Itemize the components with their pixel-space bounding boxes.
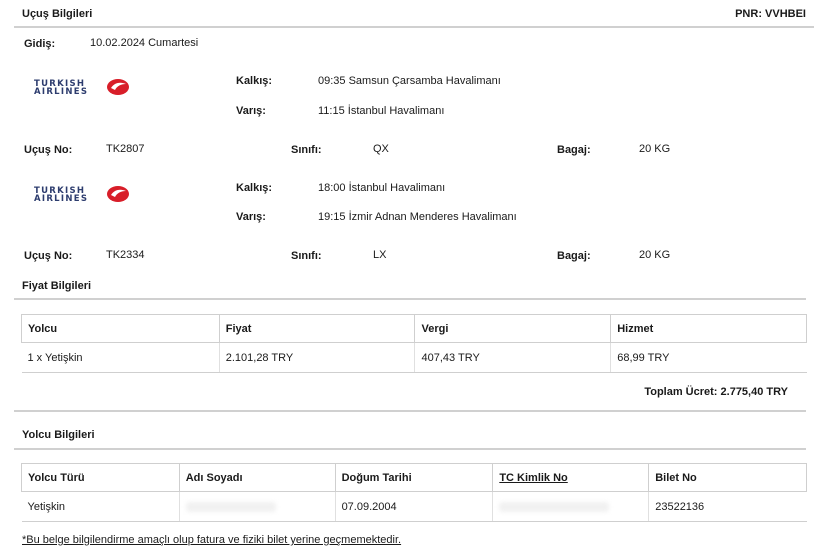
total-price: Toplam Ücret: 2.775,40 TRY [644, 386, 788, 398]
section-title-fiyat: Fiyat Bilgileri [22, 280, 92, 292]
class-label-2: Sınıfı: [291, 250, 322, 262]
varis-label-1: Varış: [236, 105, 266, 117]
table-row [22, 492, 807, 522]
passenger-header-row [22, 464, 807, 492]
pnr-code: PNR: VVHBEI [735, 8, 806, 20]
class-label-1: Sınıfı: [291, 144, 322, 156]
class-value-2: LX [373, 249, 387, 261]
departure-date: 10.02.2024 Cumartesi [90, 37, 199, 49]
kalkis-label-2: Kalkış: [236, 182, 273, 194]
table-row [22, 343, 807, 373]
kalkis-label-1: Kalkış: [236, 75, 273, 87]
flight-no-label-2: Uçuş No: [24, 250, 73, 262]
baggage-value-1: 20 KG [639, 143, 671, 155]
passenger-ticket: 23522136 [649, 492, 807, 522]
section-title-yolcu: Yolcu Bilgileri [22, 429, 95, 441]
price-header-yolcu: Yolcu [22, 315, 220, 343]
section-title-ucus: Uçuş Bilgileri [22, 8, 93, 20]
turkish-airlines-logo: TURKISH AIRLINES [34, 78, 134, 100]
redacted-tc [499, 502, 609, 512]
price-header-vergi: Vergi [415, 315, 611, 343]
airline-crest-icon [106, 78, 130, 96]
passenger-header-ticket: Bilet No [649, 464, 807, 492]
passenger-divider [14, 448, 806, 450]
flight-no-value-2: TK2334 [106, 249, 145, 261]
price-header-row [22, 315, 807, 343]
varis-value-2: 19:15 İzmir Adnan Menderes Havalimanı [318, 211, 517, 223]
kalkis-value-1: 09:35 Samsun Çarsamba Havalimanı [318, 75, 501, 87]
total-divider [14, 410, 806, 412]
footer-note: *Bu belge bilgilendirme amaçlı olup fatura ve fiziki bilet yerine geçmemektedir. [22, 534, 402, 546]
varis-label-2: Varış: [236, 211, 266, 223]
redacted-name [186, 502, 276, 512]
turkish-airlines-logo: TURKISH AIRLINES [34, 185, 134, 207]
flight-no-label-1: Uçuş No: [24, 144, 73, 156]
passenger-name [179, 492, 335, 522]
airline-crest-icon [106, 185, 130, 203]
header-divider [14, 26, 814, 28]
passenger-table [21, 463, 807, 522]
varis-value-1: 11:15 İstanbul Havalimanı [318, 105, 445, 117]
passenger-header-birthdate: Doğum Tarihi [335, 464, 493, 492]
price-fare: 2.101,28 TRY [219, 343, 415, 373]
price-table [21, 314, 807, 373]
passenger-birthdate: 07.09.2004 [335, 492, 493, 522]
price-header-fiyat: Fiyat [219, 315, 415, 343]
price-tax: 407,43 TRY [415, 343, 611, 373]
price-divider [14, 298, 806, 300]
price-header-hizmet: Hizmet [611, 315, 807, 343]
price-passenger: 1 x Yetişkin [22, 343, 220, 373]
passenger-header-tc: TC Kimlik No [493, 464, 649, 492]
class-value-1: QX [373, 143, 389, 155]
flight-no-value-1: TK2807 [106, 143, 145, 155]
passenger-type: Yetişkin [22, 492, 180, 522]
baggage-label-1: Bagaj: [557, 144, 591, 156]
kalkis-value-2: 18:00 İstanbul Havalimanı [318, 182, 446, 194]
passenger-header-name: Adı Soyadı [179, 464, 335, 492]
passenger-header-type: Yolcu Türü [22, 464, 180, 492]
baggage-value-2: 20 KG [639, 249, 671, 261]
price-service: 68,99 TRY [611, 343, 807, 373]
departure-label: Gidiş: [24, 38, 56, 50]
passenger-tc [493, 492, 649, 522]
baggage-label-2: Bagaj: [557, 250, 591, 262]
